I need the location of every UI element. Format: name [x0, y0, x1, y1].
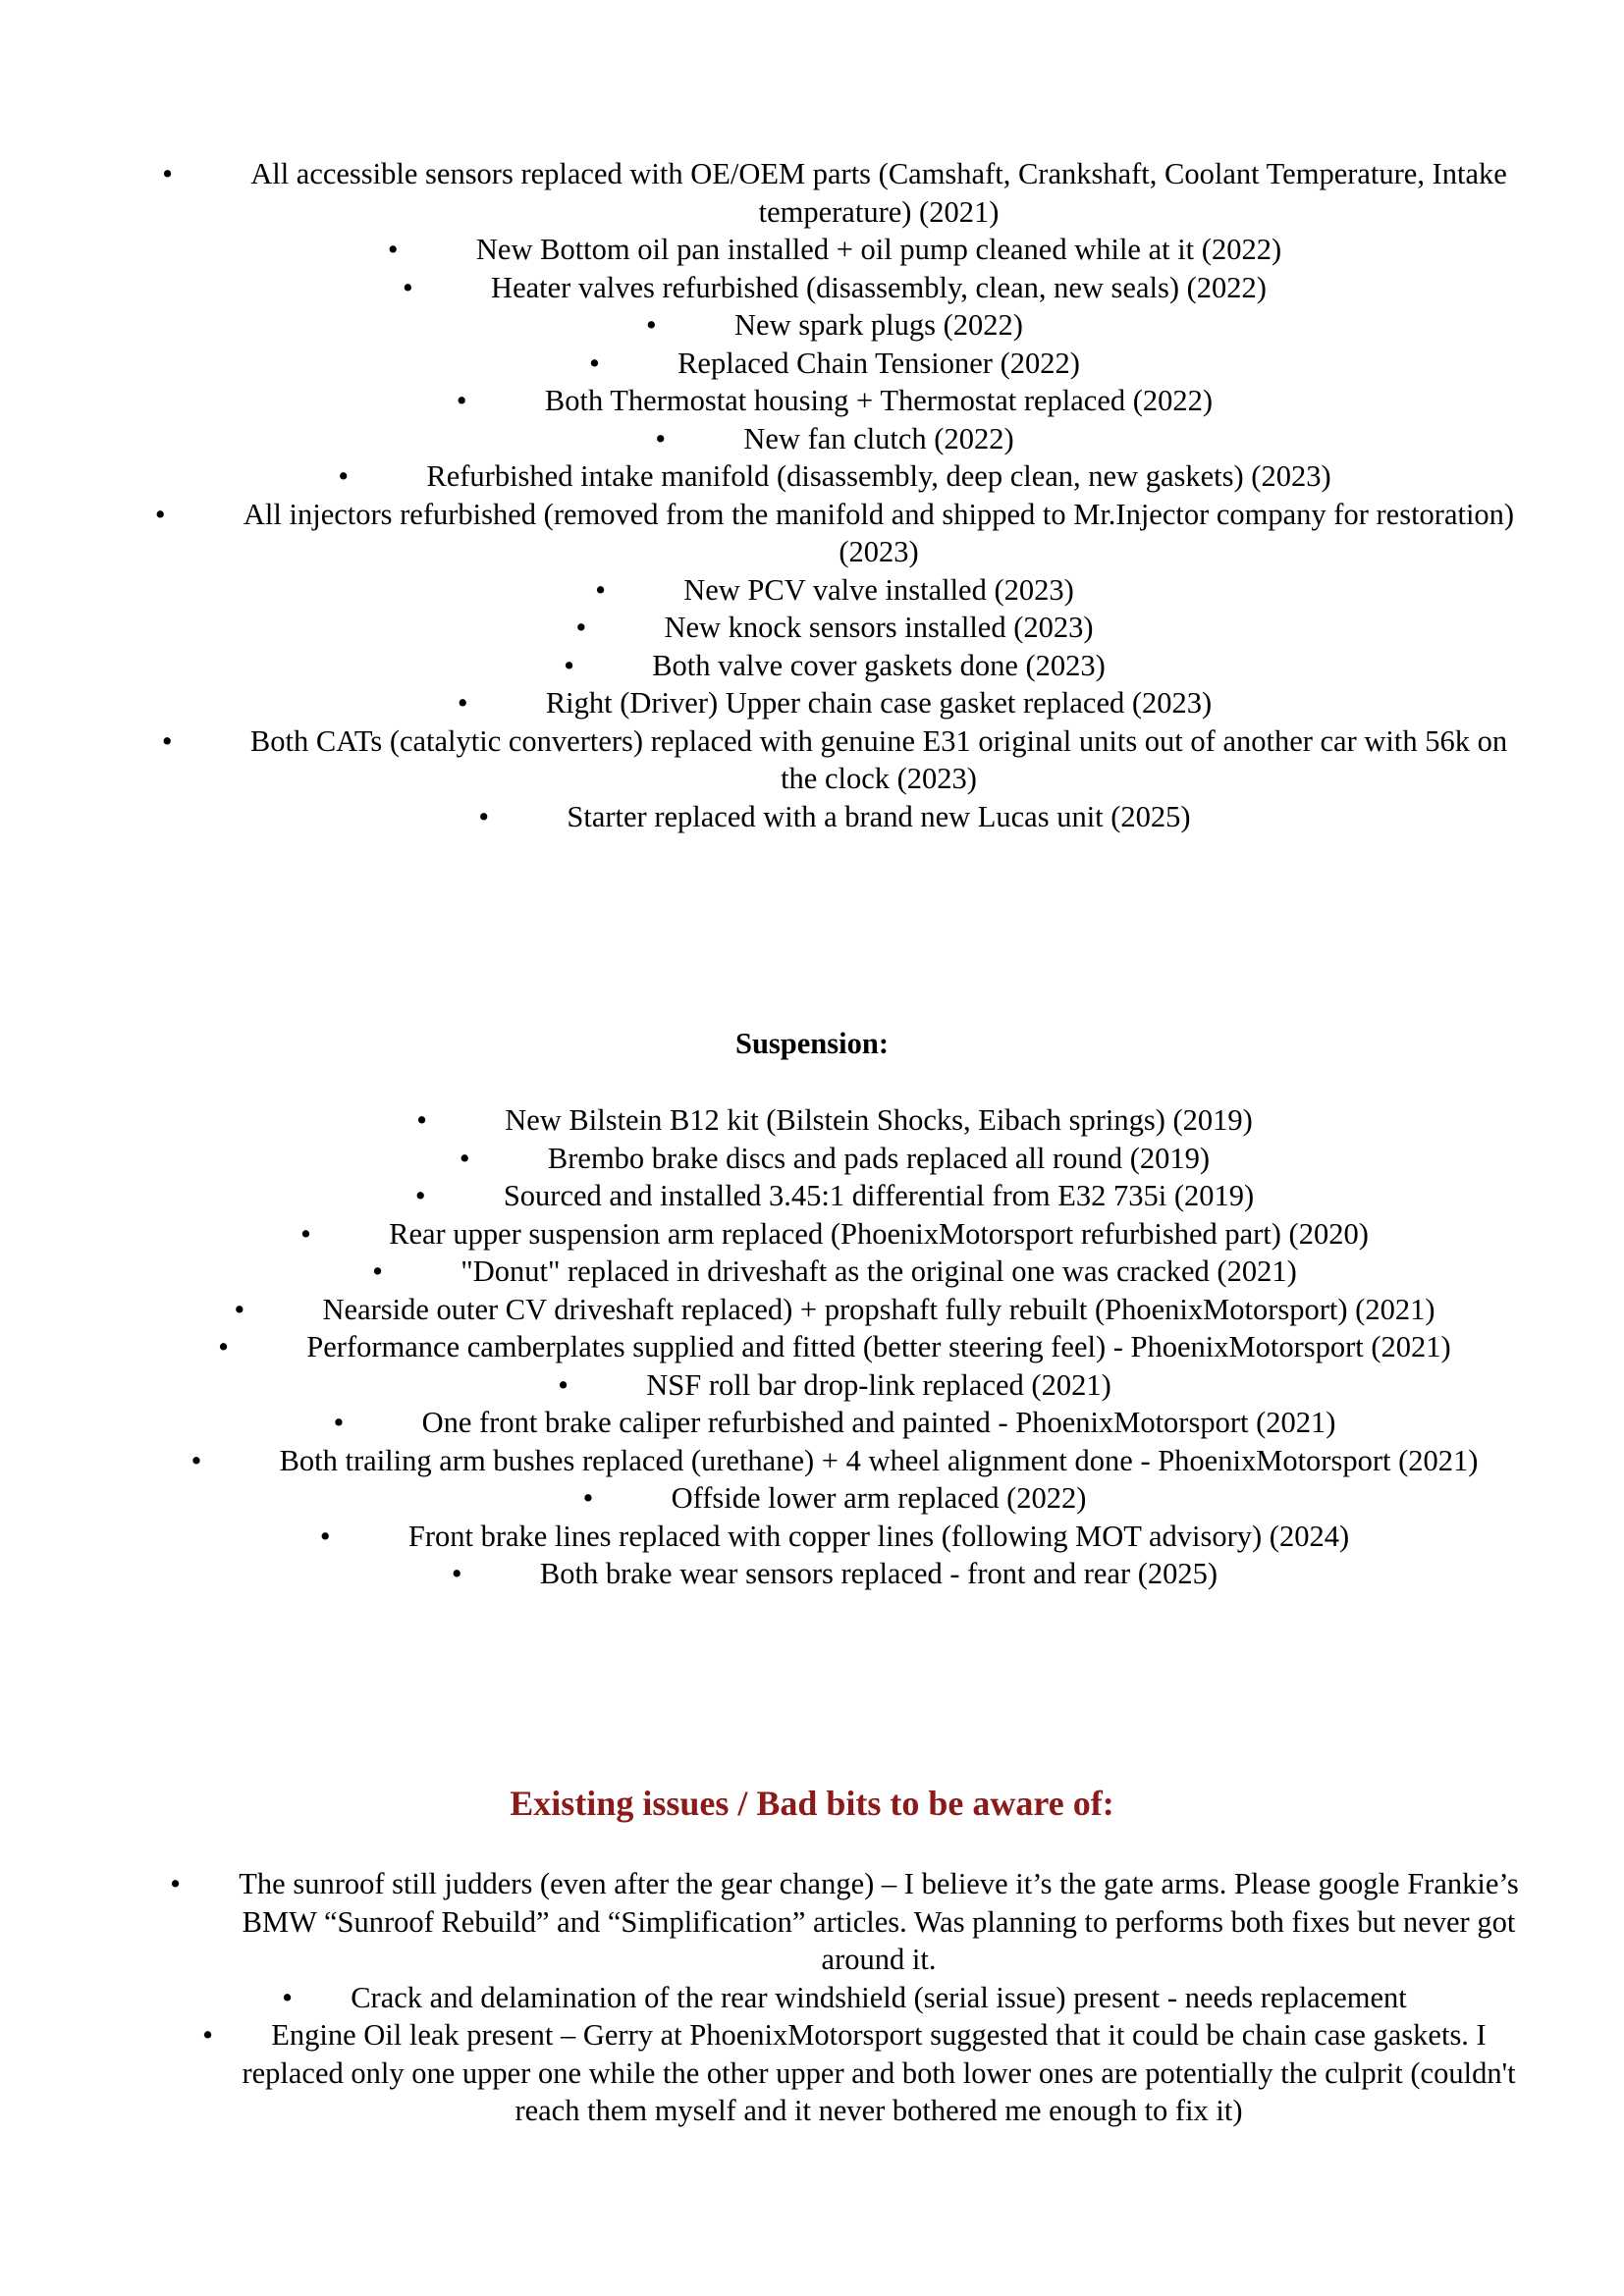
list-item-text: Heater valves refurbished (disassembly, clean, new seals) (2022) [491, 270, 1267, 304]
suspension-work-list [190, 1101, 1532, 1593]
suspension-work-item [226, 1404, 1532, 1442]
list-item-text: All accessible sensors replaced with OE/OEM parts (Camshaft, Crankshaft, Coolant Temperature, Intake temperature) (2021) [250, 157, 1507, 229]
engine-work-item [226, 382, 1532, 420]
bullet-icon: • [338, 459, 350, 493]
list-item-text: New spark plugs (2022) [734, 308, 1023, 342]
engine-work-item [226, 345, 1532, 383]
engine-work-item [226, 609, 1532, 647]
list-item-text: One front brake caliper refurbished and painted - PhoenixMotorsport (2021) [421, 1406, 1336, 1439]
list-item-text: Right (Driver) Upper chain case gasket replaced (2023) [545, 686, 1213, 720]
list-item-text: Front brake lines replaced with copper lines (following MOT advisory) (2024) [407, 1519, 1350, 1553]
list-item-text: All injectors refurbished (removed from the manifold and shipped to Mr.Injector company for restoration) (2023) [243, 497, 1515, 568]
bullet-icon: • [646, 308, 657, 342]
bullet-icon: • [416, 1103, 427, 1137]
list-item-text: Crack and delamination of the rear windshield (serial issue) present - needs replacement [351, 1980, 1407, 2014]
bullet-icon: • [170, 1867, 181, 1900]
bullet-icon: • [457, 686, 468, 720]
bullet-icon: • [582, 1481, 594, 1515]
list-item-text: Brembo brake discs and pads replaced all round (2019) [547, 1141, 1211, 1175]
bullet-icon: • [162, 157, 173, 190]
list-item-text: Sourced and installed 3.45:1 differential from E32 735i (2019) [503, 1179, 1255, 1212]
engine-work-item [226, 457, 1532, 496]
suspension-work-item [226, 1555, 1532, 1593]
bullet-icon: • [414, 1179, 426, 1212]
list-item-text: Rear upper suspension arm replaced (PhoenixMotorsport refurbished part) (2020) [389, 1216, 1369, 1251]
bullet-icon: • [319, 1519, 331, 1553]
bullet-icon: • [282, 1980, 293, 2014]
bullet-icon: • [387, 233, 399, 266]
list-item-text: Both trailing arm bushes replaced (urethane) + 4 wheel alignment done - PhoenixMotorsport (2021) [279, 1443, 1479, 1477]
existing-issues-list [170, 1865, 1532, 2130]
list-item-text: Replaced Chain Tensioner (2022) [677, 346, 1080, 380]
bullet-icon: • [589, 346, 600, 380]
bullet-icon: • [190, 1443, 202, 1477]
list-item-text: "Donut" replaced in driveshaft as the original one was cracked (2021) [460, 1255, 1297, 1288]
list-item-text: Performance camberplates supplied and fitted (better steering feel) - PhoenixMotorsport (2021) [306, 1330, 1451, 1363]
bullet-icon: • [202, 2018, 213, 2052]
bullet-icon: • [154, 497, 166, 531]
existing-issues-heading: Existing issues / Bad bits to be aware of: [510, 1784, 1114, 1823]
suspension-work-item [226, 1366, 1532, 1405]
bullet-icon: • [372, 1255, 383, 1288]
list-item-text: NSF roll bar drop-link replaced (2021) [646, 1367, 1111, 1402]
list-item-text: Engine Oil leak present – Gerry at PhoenixMotorsport suggested that it could be chain case gaskets. I replaced only one upper one while the other upper and both lower ones are potentially the culprit (couldn't reach them myself and it never bothered me enough to fix it) [242, 2018, 1516, 2127]
bullet-icon: • [456, 384, 467, 417]
bullet-icon: • [403, 270, 413, 304]
bullet-icon: • [161, 723, 173, 758]
existing-issue-item [226, 1979, 1532, 2017]
bullet-icon: • [558, 1367, 568, 1402]
bullet-icon: • [333, 1406, 345, 1439]
existing-issue-item [170, 1865, 1532, 1979]
list-item-text: New fan clutch (2022) [743, 421, 1014, 455]
list-item-text: New Bilstein B12 kit (Bilstein Shocks, Eibach springs) (2019) [505, 1103, 1253, 1137]
bullet-icon: • [218, 1330, 229, 1363]
bullet-icon: • [451, 1557, 462, 1590]
list-item-text: Starter replaced with a brand new Lucas unit (2025) [567, 799, 1191, 833]
list-item-text: Nearside outer CV driveshaft replaced) + propshaft fully rebuilt (PhoenixMotorsport) (2021) [322, 1292, 1435, 1326]
existing-issue-item [202, 2016, 1532, 2130]
engine-work-item [226, 647, 1532, 685]
suspension-work-item [226, 1253, 1532, 1291]
list-item-text: The sunroof still judders (even after the gear change) – I believe it’s the gate arms. Please google Frankie’s BMW “Sunroof Rebuild” and “Simplification” articles. Was planning to performs both fixes but never got around it. [239, 1867, 1519, 1976]
engine-work-list [154, 155, 1532, 835]
list-item-text: New PCV valve installed (2023) [683, 572, 1074, 607]
suspension-work-item [226, 1140, 1532, 1178]
suspension-work-item [226, 1518, 1532, 1556]
list-item-text: New Bottom oil pan installed + oil pump cleaned while at it (2022) [475, 233, 1282, 266]
bullet-icon: • [575, 611, 587, 644]
suspension-heading: Suspension: [735, 1027, 889, 1060]
list-item-text: Offside lower arm replaced (2022) [671, 1481, 1087, 1515]
engine-work-item [161, 722, 1532, 798]
bullet-icon: • [564, 648, 574, 682]
suspension-work-item [226, 1101, 1532, 1140]
suspension-work-item [190, 1442, 1532, 1480]
bullet-icon: • [300, 1216, 311, 1251]
bullet-icon: • [595, 572, 606, 607]
engine-work-item [226, 571, 1532, 610]
engine-work-item [226, 269, 1532, 307]
bullet-icon: • [655, 421, 667, 455]
engine-work-item [162, 155, 1532, 231]
suspension-work-item [226, 1177, 1532, 1215]
engine-work-item [226, 306, 1532, 345]
engine-work-item [226, 684, 1532, 722]
list-item-text: Both Thermostat housing + Thermostat replaced (2022) [544, 384, 1214, 417]
list-item-text: Both valve cover gaskets done (2023) [652, 648, 1106, 682]
bullet-icon: • [459, 1141, 470, 1175]
engine-work-item [226, 798, 1532, 836]
list-item-text: Both CATs (catalytic converters) replaced with genuine E31 original units out of another car with 56k on the clock (2023) [249, 723, 1508, 795]
list-item-text: Both brake wear sensors replaced - front and rear (2025) [539, 1557, 1218, 1590]
suspension-work-item [226, 1291, 1532, 1329]
bullet-icon: • [478, 799, 490, 833]
suspension-work-item [226, 1479, 1532, 1518]
engine-work-item [226, 231, 1532, 269]
engine-work-item [154, 496, 1532, 571]
bullet-icon: • [234, 1292, 245, 1326]
list-item-text: Refurbished intake manifold (disassembly, deep clean, new gaskets) (2023) [426, 459, 1331, 493]
suspension-work-item [226, 1215, 1532, 1254]
list-item-text: New knock sensors installed (2023) [664, 611, 1094, 644]
engine-work-item [226, 420, 1532, 458]
suspension-work-item [218, 1328, 1532, 1366]
